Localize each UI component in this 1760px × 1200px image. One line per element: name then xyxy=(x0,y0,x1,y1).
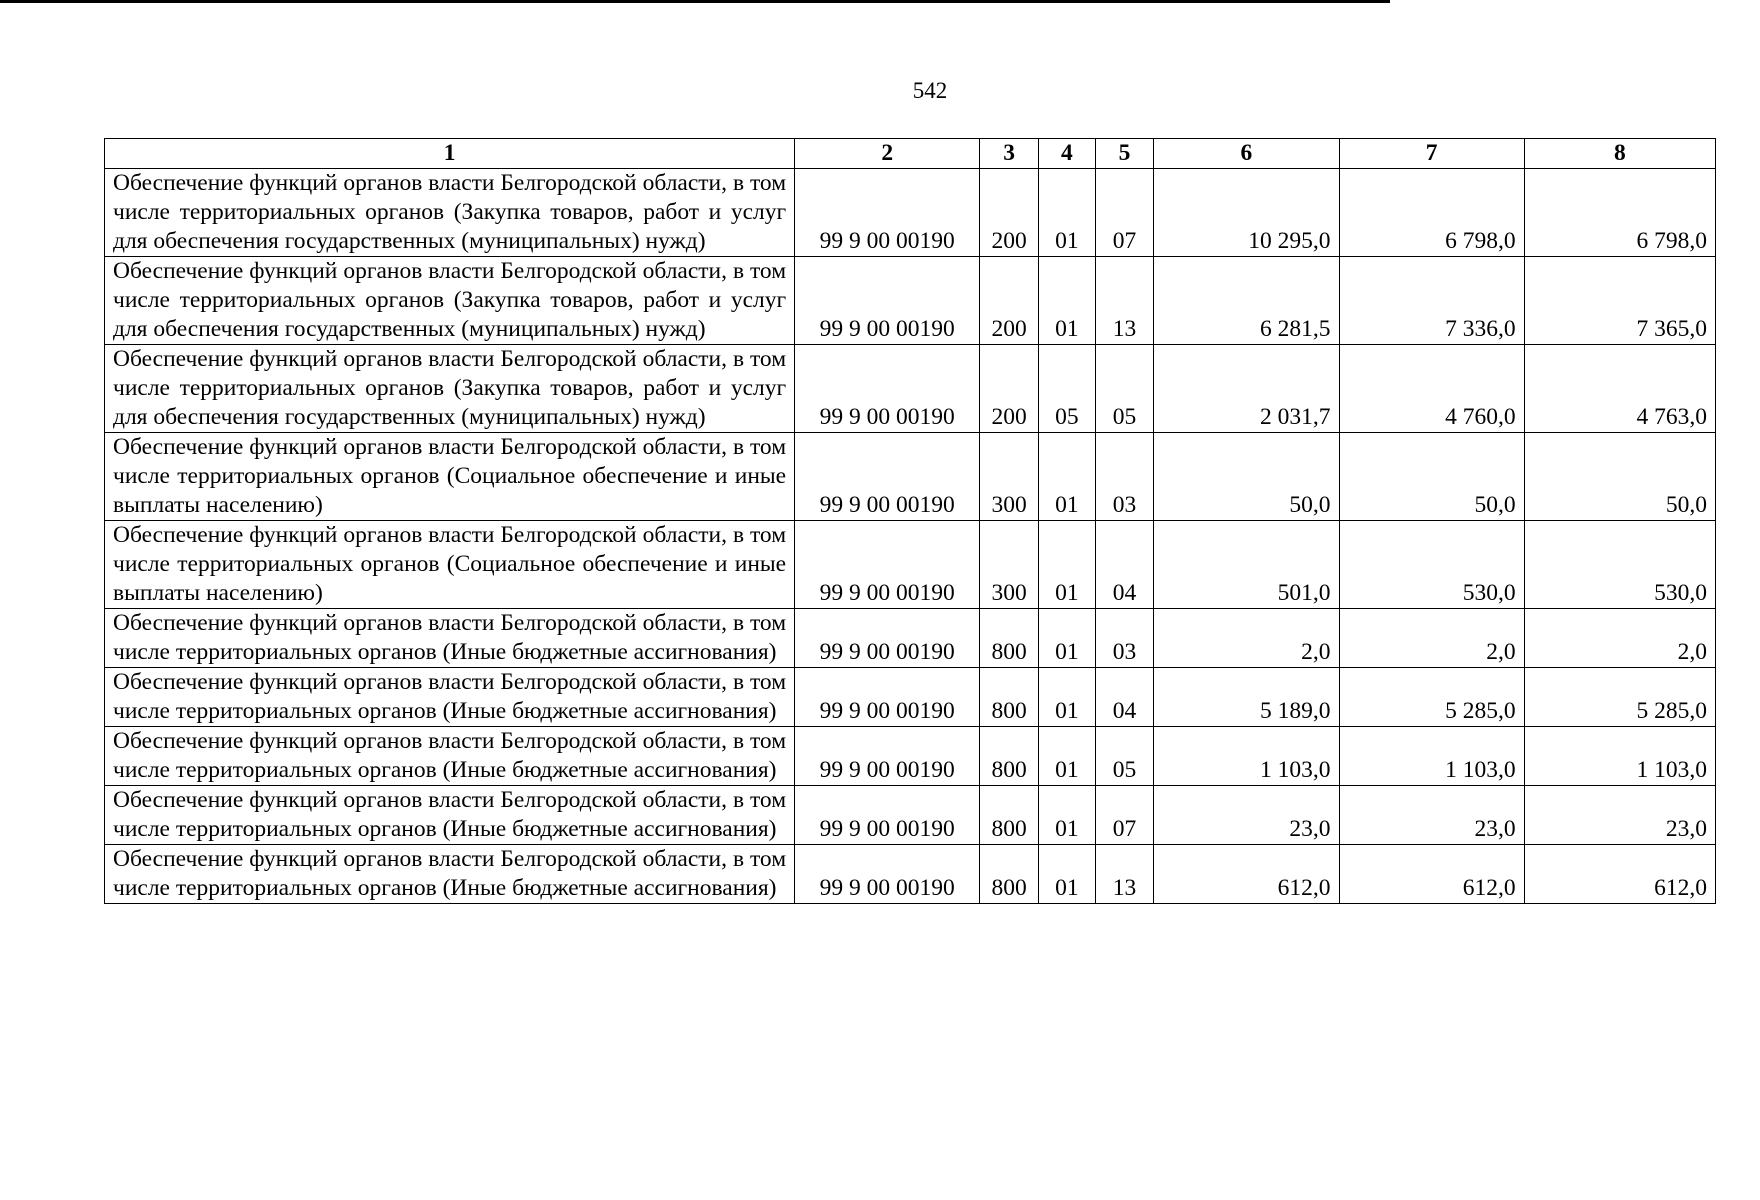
subsection-code: 04 xyxy=(1095,521,1154,609)
subsection-code: 03 xyxy=(1095,433,1154,521)
amount-col6: 50,0 xyxy=(1154,433,1339,521)
section-code: 01 xyxy=(1038,786,1095,845)
subsection-code: 13 xyxy=(1095,257,1154,345)
amount-col7: 612,0 xyxy=(1339,845,1524,904)
expense-type-code: 300 xyxy=(980,433,1039,521)
expense-type-code: 300 xyxy=(980,521,1039,609)
column-header: 2 xyxy=(795,139,980,169)
amount-col7: 530,0 xyxy=(1339,521,1524,609)
column-header: 1 xyxy=(105,139,795,169)
row-description: Обеспечение функций органов власти Белгородской области, в том числе территориальных органов (Иные бюджетные ассигнования) xyxy=(105,668,795,727)
expense-type-code: 800 xyxy=(980,668,1039,727)
amount-col6: 6 281,5 xyxy=(1154,257,1339,345)
section-code: 01 xyxy=(1038,521,1095,609)
table-row xyxy=(105,845,1716,904)
table-row xyxy=(105,433,1716,521)
table-row xyxy=(105,786,1716,845)
budget-table xyxy=(104,138,1716,904)
target-article-code: 99 9 00 00190 xyxy=(795,345,980,433)
amount-col7: 5 285,0 xyxy=(1339,668,1524,727)
section-code: 01 xyxy=(1038,668,1095,727)
table-row xyxy=(105,345,1716,433)
section-code: 01 xyxy=(1038,433,1095,521)
section-code: 01 xyxy=(1038,257,1095,345)
target-article-code: 99 9 00 00190 xyxy=(795,521,980,609)
column-header: 8 xyxy=(1524,139,1715,169)
expense-type-code: 200 xyxy=(980,345,1039,433)
table-header-row xyxy=(105,139,1716,169)
column-header: 3 xyxy=(980,139,1039,169)
amount-col8: 50,0 xyxy=(1524,433,1715,521)
column-header: 6 xyxy=(1154,139,1339,169)
amount-col7: 6 798,0 xyxy=(1339,169,1524,257)
amount-col7: 1 103,0 xyxy=(1339,727,1524,786)
subsection-code: 05 xyxy=(1095,727,1154,786)
subsection-code: 03 xyxy=(1095,609,1154,668)
section-code: 01 xyxy=(1038,845,1095,904)
subsection-code: 07 xyxy=(1095,786,1154,845)
amount-col7: 2,0 xyxy=(1339,609,1524,668)
row-description: Обеспечение функций органов власти Белгородской области, в том числе территориальных органов (Закупка товаров, работ и услуг для обеспечения государственных (муниципальных) нужд) xyxy=(105,345,795,433)
amount-col6: 5 189,0 xyxy=(1154,668,1339,727)
target-article-code: 99 9 00 00190 xyxy=(795,257,980,345)
subsection-code: 07 xyxy=(1095,169,1154,257)
target-article-code: 99 9 00 00190 xyxy=(795,433,980,521)
amount-col8: 1 103,0 xyxy=(1524,727,1715,786)
table-row xyxy=(105,668,1716,727)
target-article-code: 99 9 00 00190 xyxy=(795,668,980,727)
row-description: Обеспечение функций органов власти Белгородской области, в том числе территориальных органов (Иные бюджетные ассигнования) xyxy=(105,845,795,904)
expense-type-code: 200 xyxy=(980,169,1039,257)
target-article-code: 99 9 00 00190 xyxy=(795,727,980,786)
amount-col8: 5 285,0 xyxy=(1524,668,1715,727)
amount-col6: 23,0 xyxy=(1154,786,1339,845)
amount-col7: 7 336,0 xyxy=(1339,257,1524,345)
row-description: Обеспечение функций органов власти Белгородской области, в том числе территориальных органов (Иные бюджетные ассигнования) xyxy=(105,727,795,786)
row-description: Обеспечение функций органов власти Белгородской области, в том числе территориальных органов (Иные бюджетные ассигнования) xyxy=(105,786,795,845)
row-description: Обеспечение функций органов власти Белгородской области, в том числе территориальных органов (Иные бюджетные ассигнования) xyxy=(105,609,795,668)
subsection-code: 13 xyxy=(1095,845,1154,904)
target-article-code: 99 9 00 00190 xyxy=(795,609,980,668)
column-header: 5 xyxy=(1095,139,1154,169)
table-row xyxy=(105,727,1716,786)
amount-col6: 2,0 xyxy=(1154,609,1339,668)
amount-col8: 2,0 xyxy=(1524,609,1715,668)
top-rule xyxy=(0,0,1390,3)
section-code: 01 xyxy=(1038,727,1095,786)
expense-type-code: 800 xyxy=(980,727,1039,786)
row-description: Обеспечение функций органов власти Белгородской области, в том числе территориальных органов (Закупка товаров, работ и услуг для обеспечения государственных (муниципальных) нужд) xyxy=(105,169,795,257)
expense-type-code: 200 xyxy=(980,257,1039,345)
table-row xyxy=(105,521,1716,609)
target-article-code: 99 9 00 00190 xyxy=(795,786,980,845)
page-number: 542 xyxy=(912,78,948,103)
amount-col7: 4 760,0 xyxy=(1339,345,1524,433)
amount-col8: 612,0 xyxy=(1524,845,1715,904)
row-description: Обеспечение функций органов власти Белгородской области, в том числе территориальных органов (Социальное обеспечение и иные выплаты населению) xyxy=(105,433,795,521)
table-row xyxy=(105,169,1716,257)
section-code: 05 xyxy=(1038,345,1095,433)
target-article-code: 99 9 00 00190 xyxy=(795,845,980,904)
section-code: 01 xyxy=(1038,169,1095,257)
amount-col6: 501,0 xyxy=(1154,521,1339,609)
amount-col7: 50,0 xyxy=(1339,433,1524,521)
amount-col8: 4 763,0 xyxy=(1524,345,1715,433)
amount-col8: 6 798,0 xyxy=(1524,169,1715,257)
column-header: 4 xyxy=(1038,139,1095,169)
expense-type-code: 800 xyxy=(980,609,1039,668)
amount-col6: 1 103,0 xyxy=(1154,727,1339,786)
amount-col7: 23,0 xyxy=(1339,786,1524,845)
column-header: 7 xyxy=(1339,139,1524,169)
amount-col8: 7 365,0 xyxy=(1524,257,1715,345)
amount-col8: 530,0 xyxy=(1524,521,1715,609)
section-code: 01 xyxy=(1038,609,1095,668)
expense-type-code: 800 xyxy=(980,786,1039,845)
table-row xyxy=(105,609,1716,668)
row-description: Обеспечение функций органов власти Белгородской области, в том числе территориальных органов (Социальное обеспечение и иные выплаты населению) xyxy=(105,521,795,609)
subsection-code: 05 xyxy=(1095,345,1154,433)
target-article-code: 99 9 00 00190 xyxy=(795,169,980,257)
amount-col6: 10 295,0 xyxy=(1154,169,1339,257)
table-row xyxy=(105,257,1716,345)
amount-col6: 2 031,7 xyxy=(1154,345,1339,433)
expense-type-code: 800 xyxy=(980,845,1039,904)
amount-col6: 612,0 xyxy=(1154,845,1339,904)
subsection-code: 04 xyxy=(1095,668,1154,727)
amount-col8: 23,0 xyxy=(1524,786,1715,845)
row-description: Обеспечение функций органов власти Белгородской области, в том числе территориальных органов (Закупка товаров, работ и услуг для обеспечения государственных (муниципальных) нужд) xyxy=(105,257,795,345)
